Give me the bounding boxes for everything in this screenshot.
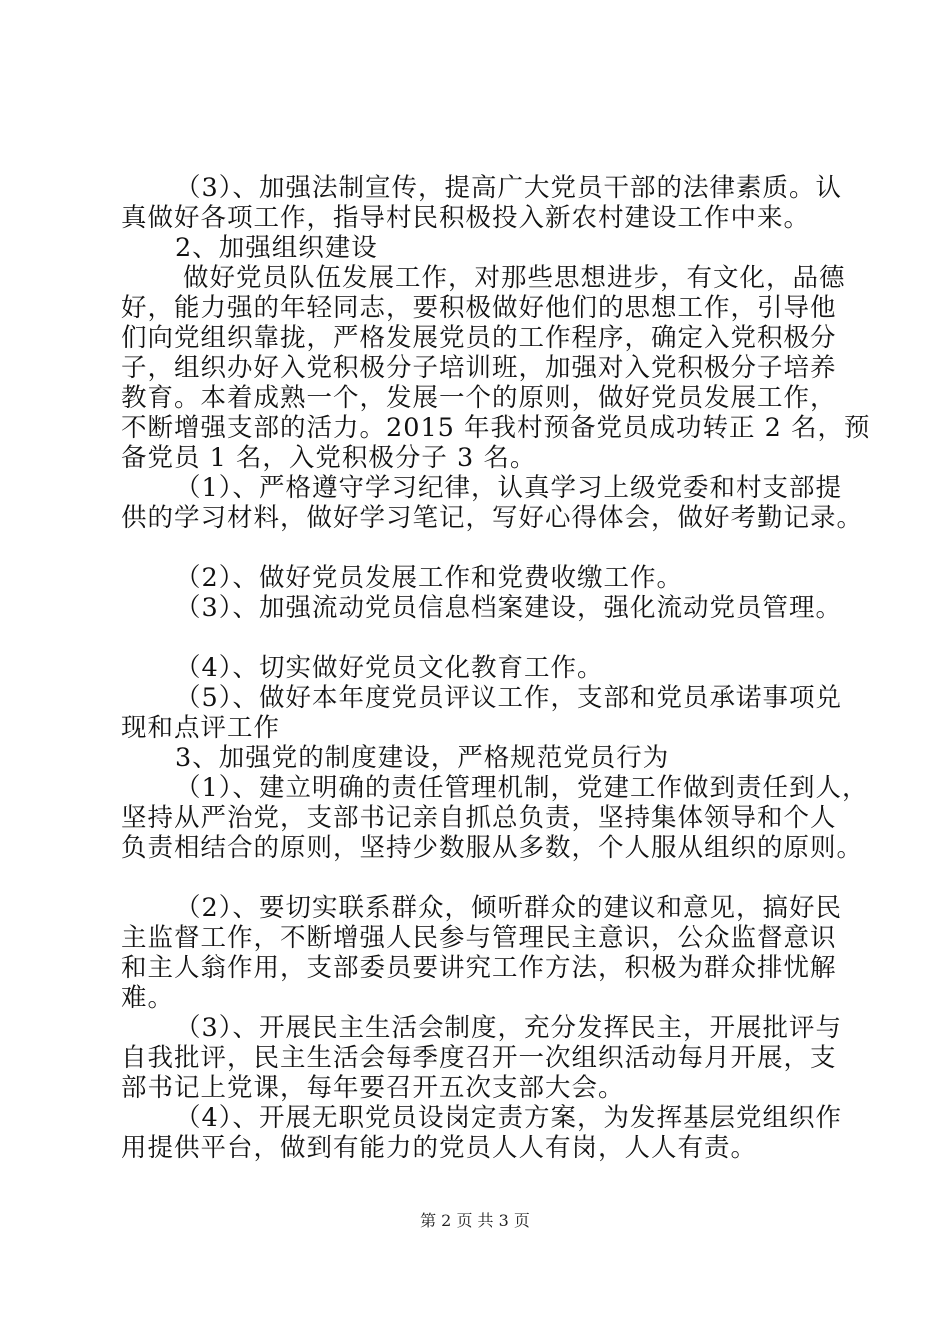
text-line: （3）、加强流动党员信息档案建设，强化流动党员管理。 bbox=[175, 593, 842, 623]
text-line: （2）、要切实联系群众，倾听群众的建议和意见，搞好民 bbox=[175, 893, 842, 923]
text-line: 和主人翁作用，支部委员要讲究工作方法，积极为群众排忧解 bbox=[121, 953, 837, 983]
text-line: 备党员 1 名，入党积极分子 3 名。 bbox=[121, 443, 537, 473]
text-line: 难。 bbox=[121, 983, 175, 1013]
text-line: （2）、做好党员发展工作和党费收缴工作。 bbox=[175, 563, 683, 593]
text-line: 教育。本着成熟一个，发展一个的原则，做好党员发展工作， bbox=[121, 383, 837, 413]
text-line: 部书记上党课，每年要召开五次支部大会。 bbox=[121, 1073, 625, 1103]
text-line: （3）、开展民主生活会制度，充分发挥民主，开展批评与 bbox=[175, 1013, 842, 1043]
text-line: 负责相结合的原则，坚持少数服从多数，个人服从组织的原则。 bbox=[121, 833, 864, 863]
text-line: 现和点评工作 bbox=[121, 713, 281, 743]
text-line: 们向党组织靠拢，严格发展党员的工作程序，确定入党积极分 bbox=[121, 323, 837, 353]
text-line: 坚持从严治党，支部书记亲自抓总负责，坚持集体领导和个人 bbox=[121, 803, 837, 833]
text-line: （4）、切实做好党员文化教育工作。 bbox=[175, 653, 604, 683]
text-line: 子，组织办好入党积极分子培训班，加强对入党积极分子培养 bbox=[121, 353, 837, 383]
text-line: （1）、建立明确的责任管理机制，党建工作做到责任到人， bbox=[175, 773, 869, 803]
text-line: 做好党员队伍发展工作，对那些思想进步，有文化，品德 bbox=[183, 263, 846, 293]
text-line: 自我批评，民主生活会每季度召开一次组织活动每月开展，支 bbox=[121, 1043, 837, 1073]
text-line: 不断增强支部的活力。2015 年我村预备党员成功转正 2 名，预 bbox=[121, 413, 871, 443]
text-line: 供的学习材料，做好学习笔记，写好心得体会，做好考勤记录。 bbox=[121, 503, 864, 533]
section-heading: 2、加强组织建设 bbox=[175, 233, 378, 263]
section-heading: 3、加强党的制度建设，严格规范党员行为 bbox=[175, 743, 670, 773]
text-line: （1）、严格遵守学习纪律，认真学习上级党委和村支部提 bbox=[175, 473, 842, 503]
text-line: 真做好各项工作，指导村民积极投入新农村建设工作中来。 bbox=[121, 203, 811, 233]
page-footer: 第 2 页 共 3 页 bbox=[420, 1211, 530, 1230]
text-line: 用提供平台，做到有能力的党员人人有岗，人人有责。 bbox=[121, 1133, 758, 1163]
text-line: 好，能力强的年轻同志，要积极做好他们的思想工作，引导他 bbox=[121, 293, 837, 323]
text-line: （4）、开展无职党员设岗定责方案，为发挥基层党组织作 bbox=[175, 1103, 842, 1133]
text-line: （5）、做好本年度党员评议工作，支部和党员承诺事项兑 bbox=[175, 683, 842, 713]
text-line: （3）、加强法制宣传，提高广大党员干部的法律素质。认 bbox=[175, 173, 842, 203]
text-line: 主监督工作，不断增强人民参与管理民主意识，公众监督意识 bbox=[121, 923, 837, 953]
